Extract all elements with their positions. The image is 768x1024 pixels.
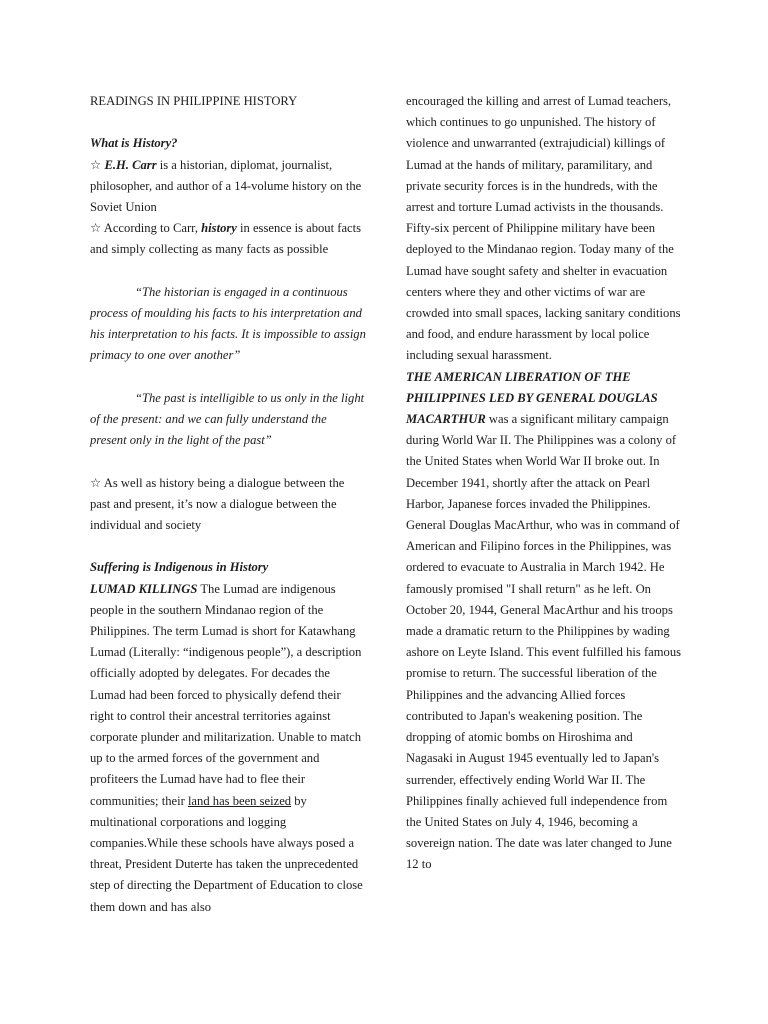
dialogue-bullet [90,473,366,537]
star-icon: ☆ [90,221,102,236]
right-column [406,91,682,876]
spacer [90,261,366,282]
land-seized-link[interactable]: land has been seized [187,793,292,808]
star-icon: ☆ [90,157,102,172]
liberation-heading: THE AMERICAN LIBERATION OF THE PHILIPPINES LED BY GENERAL DOUGLAS [406,369,658,405]
macarthur-heading: MACARTHUR [406,412,486,427]
spacer [90,451,366,472]
carr-history-pre: According to Carr, [101,221,202,236]
quote-historian: “The historian is engaged in a continuous process of moulding his facts to his interpretation and his interpretation to his facts. It is impossible to assign primacy to one over another” [90,284,366,363]
star-icon: ☆ [90,475,102,490]
carr-description: is a historian, diplomat, journalist, philosopher, and author of a 14-volume history on the Soviet Union [90,157,362,214]
liberation-paragraph [406,409,682,875]
carr-history-post: in essence is about facts and simply collecting as many facts as possible [90,221,362,257]
liberation-text: was a significant military campaign during World War II. The Philippines was a colony of the United States when World War II broke out. In December 1941, shortly after the attack on Pearl Harbor, Japanese forces invaded the Philippines. General Douglas MacArthur, who was in command of American and Filipino forces in the Philippines, was ordered to evacuate to Australia in March 1942. He famously promised "I shall return" as he left. On October 20, 1944, General MacArthur and his troops made a dramatic return to the Philippines by wading ashore on Leyte Island. This event fulfilled his famous promise to return. The successful liberation of the Philippines and the advancing Allied forces contributed to Japan's weakening position. The dropping of atomic bombs on Hiroshima and Nagasaki in August 1945 eventually led to Japan's surrender, effectively ending World War II. The Philippines finally achieved full independence from the United States on July 4, 1946, becoming a sovereign nation. The date was later changed to June 12 to [406,412,682,872]
history-keyword: history [201,221,237,236]
suffering-heading: Suffering is Indigenous in History [90,560,269,575]
what-is-history-heading: What is History? [90,136,178,151]
spacer [90,112,366,133]
left-column [90,91,366,918]
carr-bullet [90,155,366,219]
spacer [90,367,366,388]
lumad-continued: encouraged the killing and arrest of Lumad teachers, which continues to go unpunished. The history of violence and unwarranted (extrajudicial) killings of Lumad at the hands of military, paramilitary, and private security forces is in the hundreds, with the arrest and torture Lumad activists in the thousands. Fifty-six percent of Philippine military have been deployed to the Mindanao region. Today many of the Lumad have sought safety and shelter in evacuation centers where they and other victims of war are crowded into small spaces, lacking sanitary conditions and food, and endure harassment by local police including sexual harassment. [406,94,681,363]
lumad-text-2: by multinational corporations and logging companies.While these schools have always posed a threat, President Duterte has taken the unprecedented step of directing the Department of Education to close them down and has also [90,793,363,914]
quote-past: “The past is intelligible to us only in the light of the present: and we can fully understand the present only in the light of the past” [90,390,365,448]
carr-name: E.H. Carr [104,157,157,172]
spacer [90,536,366,557]
carr-history-bullet [90,218,366,260]
lumad-text-1: The Lumad are indigenous people in the southern Mindanao region of the Philippines. The term Lumad is short for Katawhang Lumad (Literally: “indigenous people”), a description officially adopted by delegates. For decades the Lumad had been forced to physically defend their right to control their ancestral territories against corporate plunder and militarization. Unable to match up to the armed forces of the government and profiteers the Lumad have had to flee their communities; their [90,581,362,808]
lumad-killings-heading: LUMAD KILLINGS [90,581,198,596]
document-title: READINGS IN PHILIPPINE HISTORY [90,94,298,108]
dialogue-text: As well as history being a dialogue between the past and present, it’s now a dialogue between the individual and society [90,475,345,532]
lumad-paragraph [90,579,366,918]
